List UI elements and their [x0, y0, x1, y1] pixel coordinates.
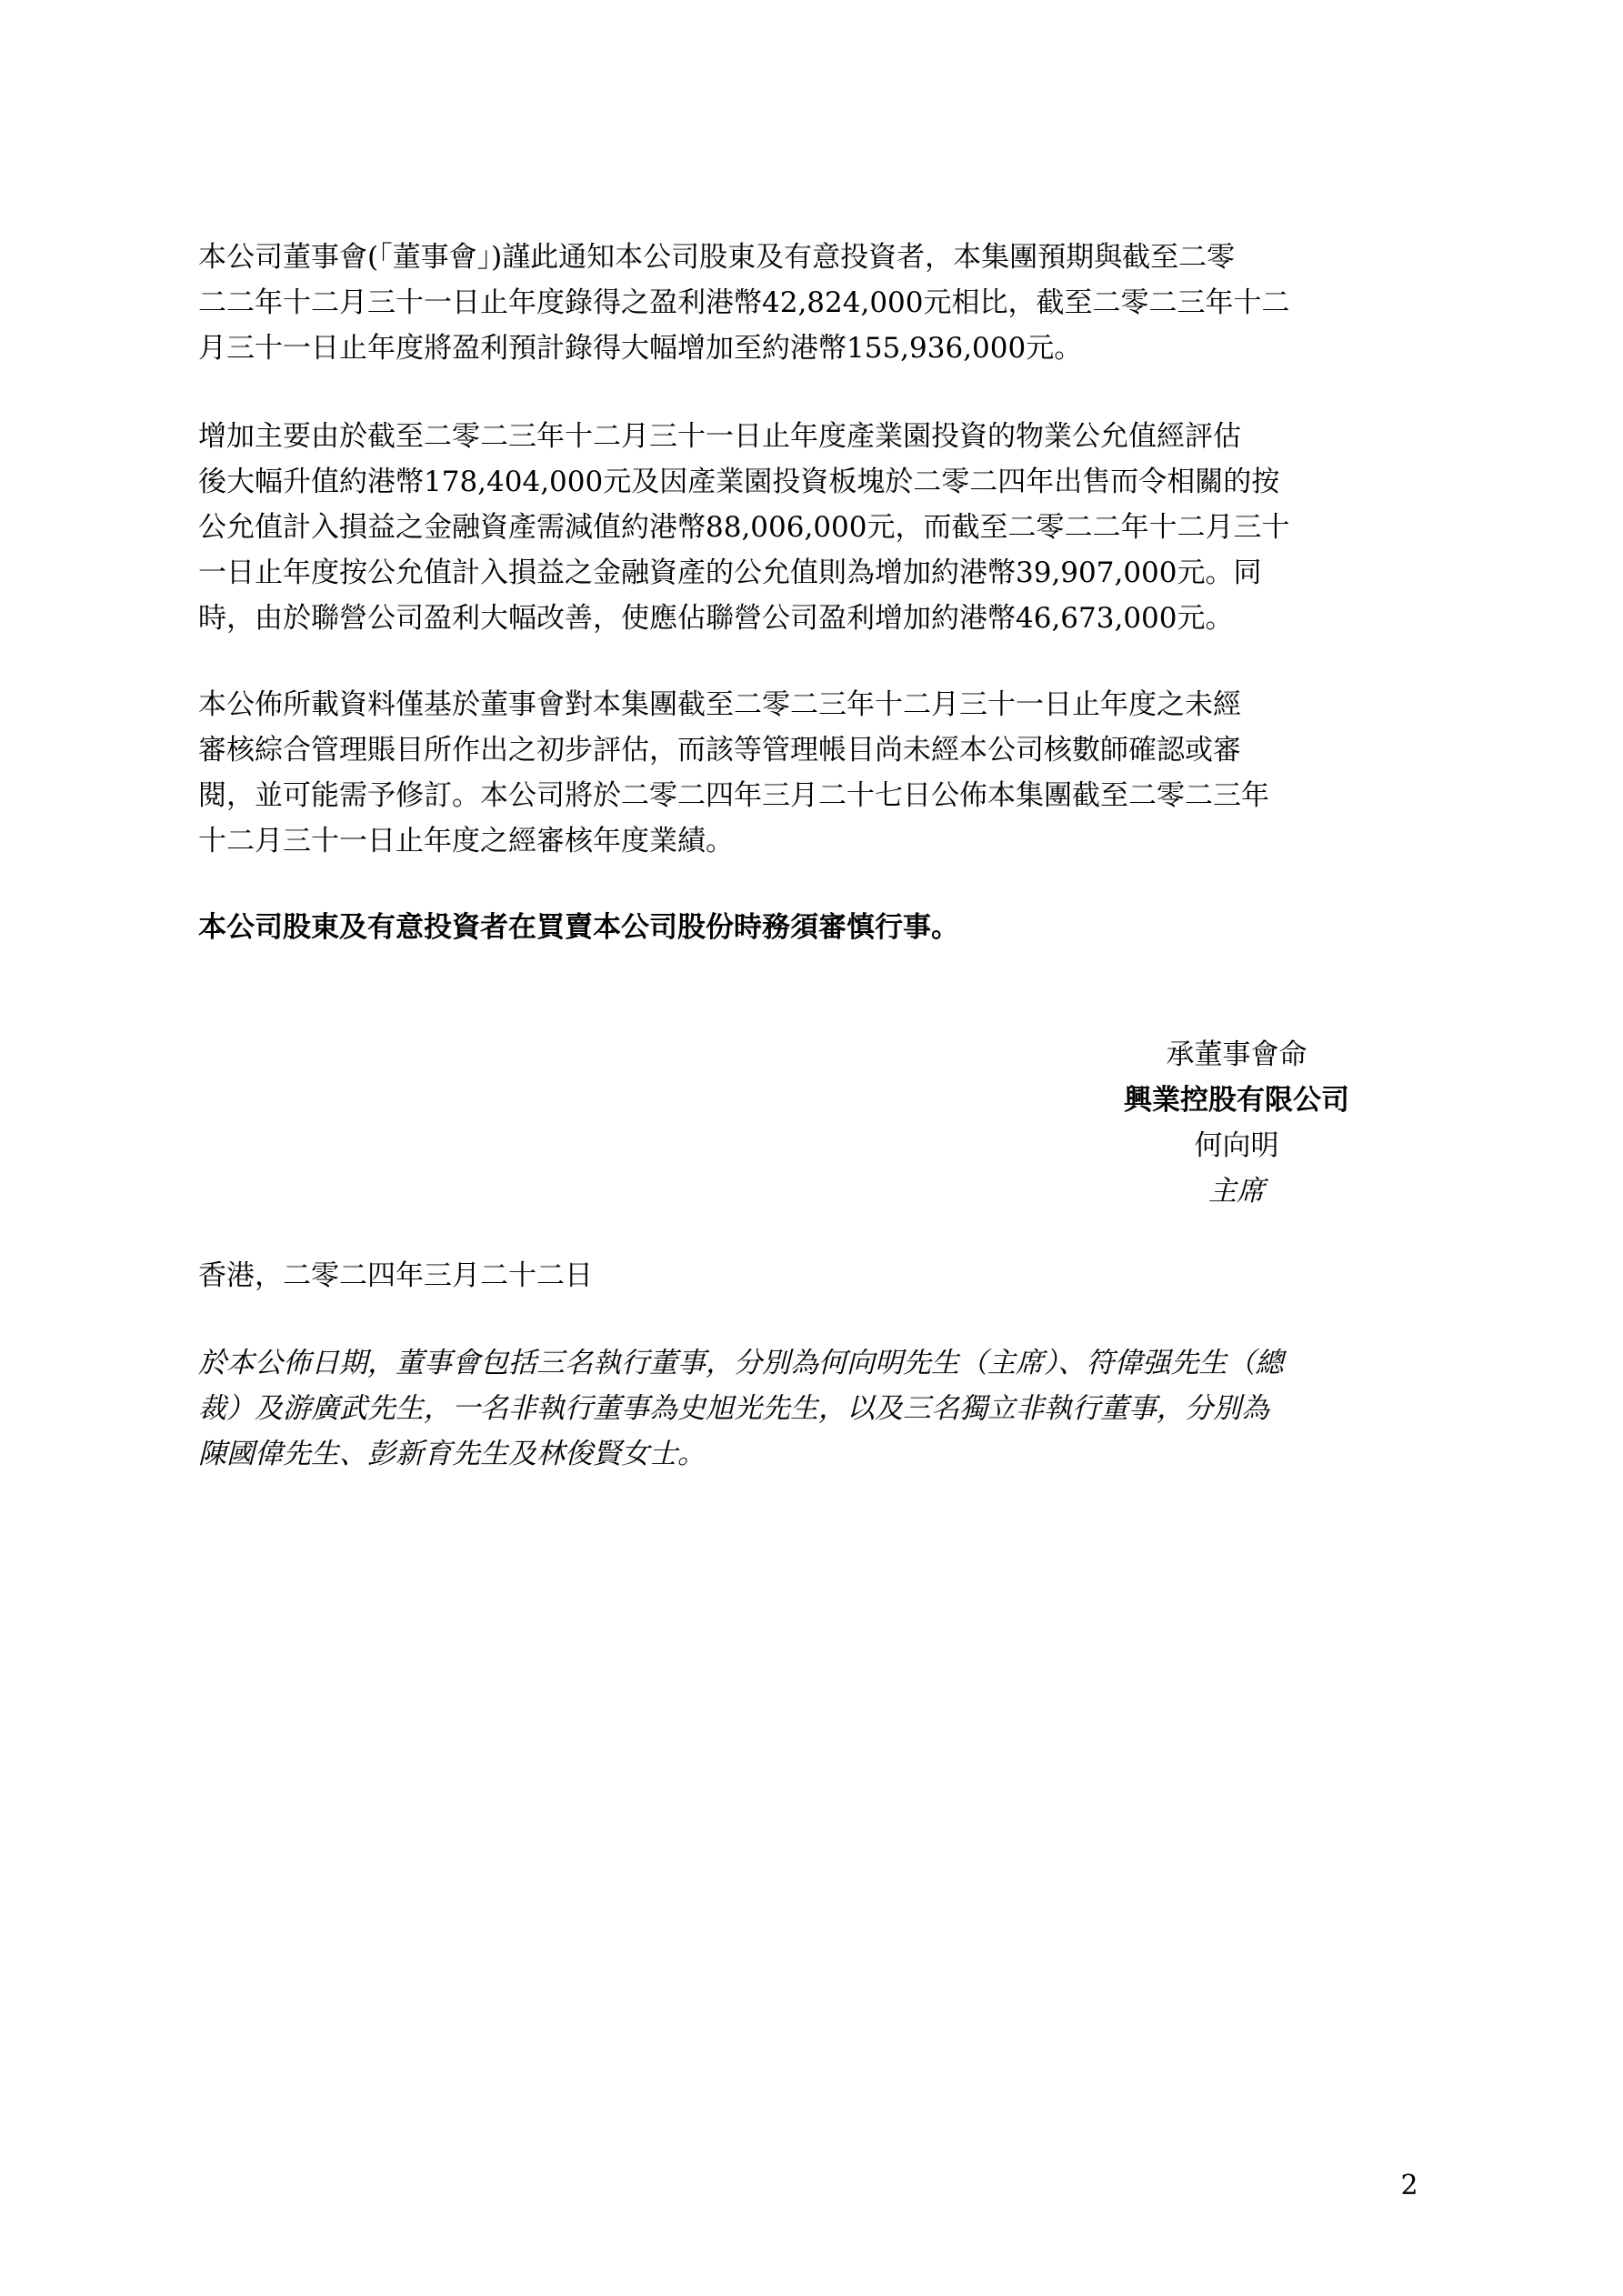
signature-company: 興業控股有限公司 — [1124, 1084, 1349, 1117]
board-composition-note — [198, 1340, 1435, 1477]
note-line: 陳國偉先生、彭新育先生及林俊賢女士。 — [198, 1438, 706, 1470]
signature-title: 主席 — [1208, 1175, 1265, 1208]
paragraph-line: 公允值計入損益之金融資產需減值約港幣88,006,000元，而截至二零二二年十二月三十 — [198, 511, 1290, 544]
signature-name: 何向明 — [1194, 1129, 1279, 1162]
note-line: 裁）及游廣武先生，一名非執行董事為史旭光先生，以及三名獨立非執行董事，分別為 — [198, 1392, 1269, 1425]
paragraph-line: 後大幅升值約港幣178,404,000元及因產業園投資板塊於二零二四年出售而令相關的按 — [198, 466, 1280, 498]
paragraph-line: 時，由於聯營公司盈利大幅改善，使應佔聯營公司盈利增加約港幣46,673,000元。 — [198, 602, 1234, 635]
page-number: 2 — [1400, 2170, 1418, 2201]
caution-statement — [198, 905, 1435, 950]
paragraph-line: 審核綜合管理賬目所作出之初步評估，而該等管理帳目尚未經本公司核數師確認或審 — [198, 734, 1241, 767]
paragraph-line: 本公佈所載資料僅基於董事會對本集團截至二零二三年十二月三十一日止年度之未經 — [198, 688, 1241, 721]
information-basis-paragraph — [198, 682, 1435, 864]
profit-alert-paragraph — [198, 235, 1435, 371]
paragraph-line: 一日止年度按公允值計入損益之金融資產的公允值則為增加約港幣39,907,000元。同 — [198, 556, 1262, 589]
paragraph-line: 本公司董事會(「董事會」)謹此通知本公司股東及有意投資者，本集團預期與截至二零 — [198, 241, 1236, 274]
paragraph-line: 增加主要由於截至二零二三年十二月三十一日止年度產業園投資的物業公允值經評估 — [198, 420, 1241, 453]
paragraph-line: 十二月三十一日止年度之經審核年度業績。 — [198, 825, 734, 857]
paragraph-line: 月三十一日止年度將盈利預計錄得大幅增加至約港幣155,936,000元。 — [198, 332, 1083, 365]
increase-reason-paragraph — [198, 414, 1435, 641]
signature-by-order: 承董事會命 — [1166, 1038, 1307, 1071]
date-line — [198, 1253, 1435, 1298]
signature-block — [1055, 1032, 1418, 1214]
caution-text: 本公司股東及有意投資者在買賣本公司股份時務須審慎行事。 — [198, 911, 959, 944]
note-line: 於本公佈日期，董事會包括三名執行董事，分別為何向明先生（主席）、符偉强先生（總 — [198, 1347, 1284, 1379]
paragraph-line: 二二年十二月三十一日止年度錄得之盈利港幣42,824,000元相比，截至二零二三年十二 — [198, 286, 1290, 319]
paragraph-line: 閱，並可能需予修訂。本公司將於二零二四年三月二十七日公佈本集團截至二零二三年 — [198, 779, 1269, 812]
date-text: 香港，二零二四年三月二十二日 — [198, 1259, 593, 1292]
